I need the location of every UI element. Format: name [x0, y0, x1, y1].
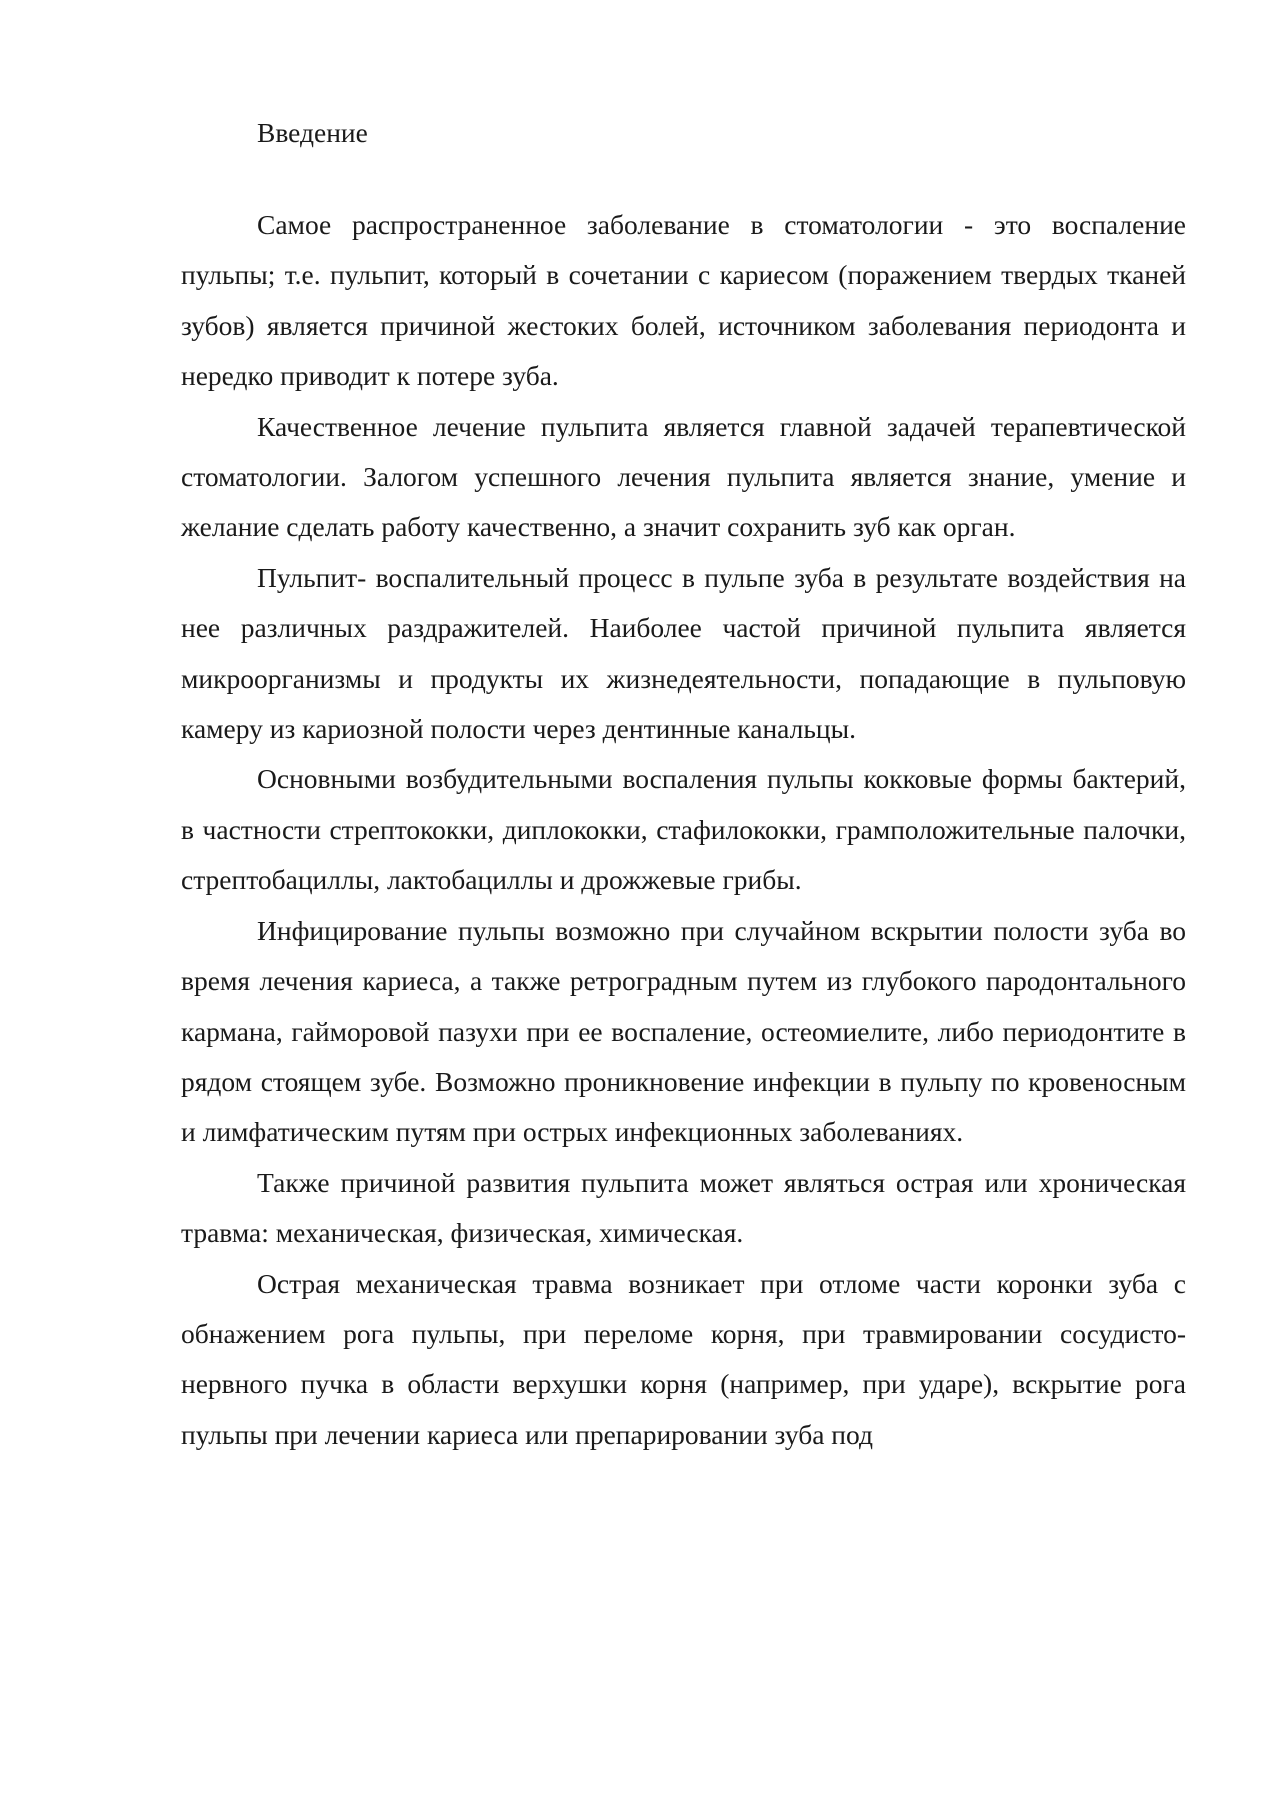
paragraph-7: Острая механическая травма возникает при отломе части коронки зуба с обнажением рога пульпы, при переломе корня, при травмировании сосудисто-нервного пучка в области верхушки корня (например, при ударе), вскрытие рога пульпы при лечении кариеса или препарировании зуба под	[181, 1267, 1186, 1450]
document-page	[181, 108, 1186, 1460]
document-heading: Введение	[257, 117, 368, 148]
paragraph-3: Пульпит- воспалительный процесс в пульпе зуба в результате воздействия на нее различных раздражителей. Наиболее частой причиной пульпита является микроорганизмы и продукты их жизнедеятельности, попадающие в пульповую камеру из кариозной полости через дентинные канальцы.	[181, 561, 1186, 745]
paragraph-1: Самое распространенное заболевание в стоматологии - это воспаление пульпы; т.е. пульпит, который в сочетании с кариесом (поражением твердых тканей зубов) является причиной жестоких болей, источником заболевания периодонта и нередко приводит к потере зуба.	[181, 209, 1186, 392]
heading-spacer	[181, 158, 1186, 200]
paragraph-6: Также причиной развития пульпита может являться острая или хроническая травма: механическая, физическая, химическая.	[181, 1166, 1186, 1249]
paragraph-2: Качественное лечение пульпита является главной задачей терапевтической стоматологии. Залогом успешного лечения пульпита является знание, умение и желание сделать работу качественно, а значит сохранить зуб как орган.	[181, 410, 1186, 543]
paragraph-5: Инфицирование пульпы возможно при случайном вскрытии полости зуба во время лечения кариеса, а также ретроградным путем из глубокого пародонтального кармана, гайморовой пазухи при ее воспаление, остеомиелите, либо периодонтите в рядом стоящем зубе. Возможно проникновение инфекции в пульпу по кровеносным и лимфатическим путям при острых инфекционных заболеваниях.	[181, 914, 1186, 1148]
paragraph-4: Основными возбудительными воспаления пульпы кокковые формы бактерий, в частности стрептококки, диплококки, стафилококки, грамположительные палочки, стрептобациллы, лактобациллы и дрожжевые грибы.	[181, 763, 1186, 896]
